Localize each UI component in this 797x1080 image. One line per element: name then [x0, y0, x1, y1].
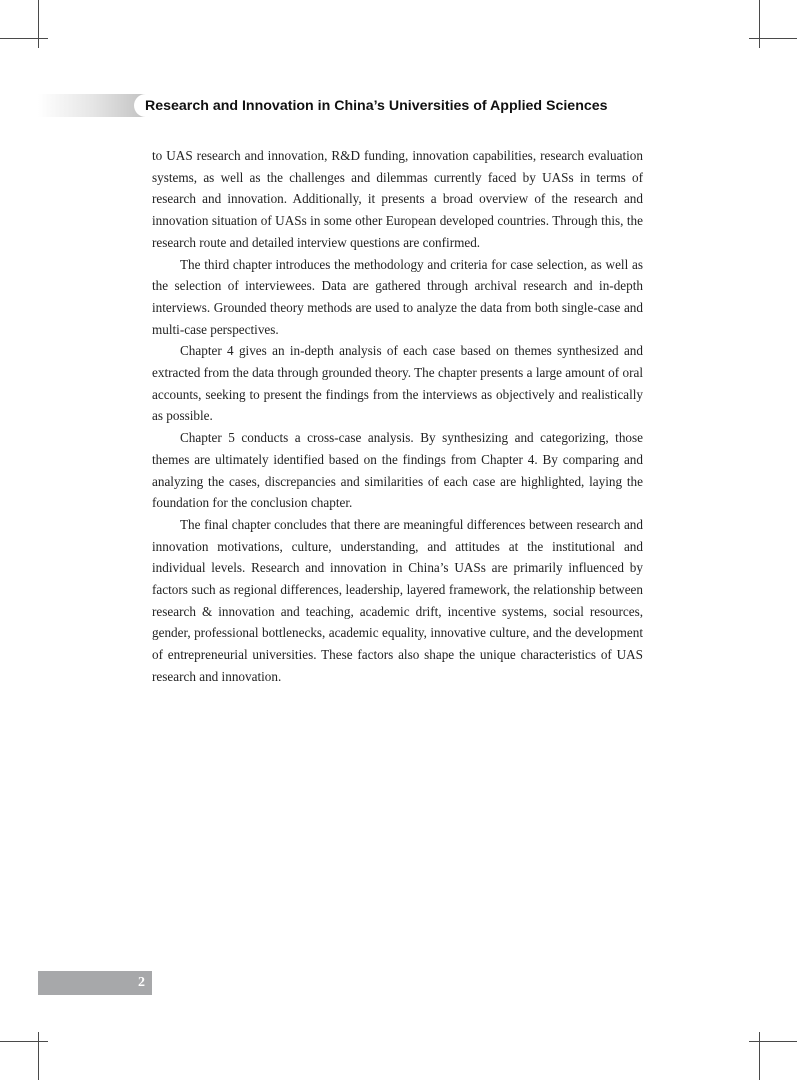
- running-head: Research and Innovation in China’s Universities of Applied Sciences: [145, 98, 608, 114]
- paragraph: to UAS research and innovation, R&D funding, innovation capabilities, research evaluation systems, as well as the challenges and dilemmas currently faced by UASs in terms of research and innovation. Additionally, it presents a broad overview of the research and innovation situation of UASs in some other European developed countries. Through this, the research route and detailed interview questions are confirmed.: [152, 148, 643, 250]
- crop-mark-top-left-horizontal: [0, 38, 48, 39]
- body-text: [152, 145, 643, 688]
- paragraph: Chapter 4 gives an in-depth analysis of each case based on themes synthesized and extracted from the data through grounded theory. The chapter presents a large amount of oral accounts, seeking to present the findings from the interviews as objectively and realistically as possible.: [152, 343, 643, 424]
- header-gradient-band: [38, 94, 146, 117]
- crop-mark-bottom-left-horizontal: [0, 1041, 48, 1042]
- paragraph: Chapter 5 conducts a cross-case analysis. By synthesizing and categorizing, those themes are ultimately identified based on the findings from Chapter 4. By comparing and analyzing the cases, discrepancies and similarities of each case are highlighted, laying the foundation for the conclusion chapter.: [152, 430, 643, 511]
- crop-mark-bottom-right-vertical: [759, 1032, 760, 1080]
- crop-mark-bottom-right-horizontal: [749, 1041, 797, 1042]
- crop-mark-top-left-vertical: [38, 0, 39, 48]
- paragraph: The final chapter concludes that there are meaningful differences between research and innovation motivations, culture, understanding, and attitudes at the institutional and individual levels. Research and innovation in China’s UASs are primarily influenced by factors such as regional differences, leadership, layered framework, the relationship between research & innovation and teaching, academic drift, incentive systems, social resources, gender, professional bottlenecks, academic equality, innovative culture, and the development of entrepreneurial universities. These factors also shape the unique characteristics of UAS research and innovation.: [152, 516, 643, 684]
- paragraph: The third chapter introduces the methodology and criteria for case selection, as well as the selection of interviewees. Data are gathered through archival research and in-depth interviews. Grounded theory methods are used to analyze the data from both single-case and multi-case perspectives.: [152, 256, 643, 337]
- crop-mark-bottom-left-vertical: [38, 1032, 39, 1080]
- crop-mark-top-right-horizontal: [749, 38, 797, 39]
- crop-mark-top-right-vertical: [759, 0, 760, 48]
- page-number: 2: [138, 975, 145, 990]
- page-number-bar: [38, 971, 152, 995]
